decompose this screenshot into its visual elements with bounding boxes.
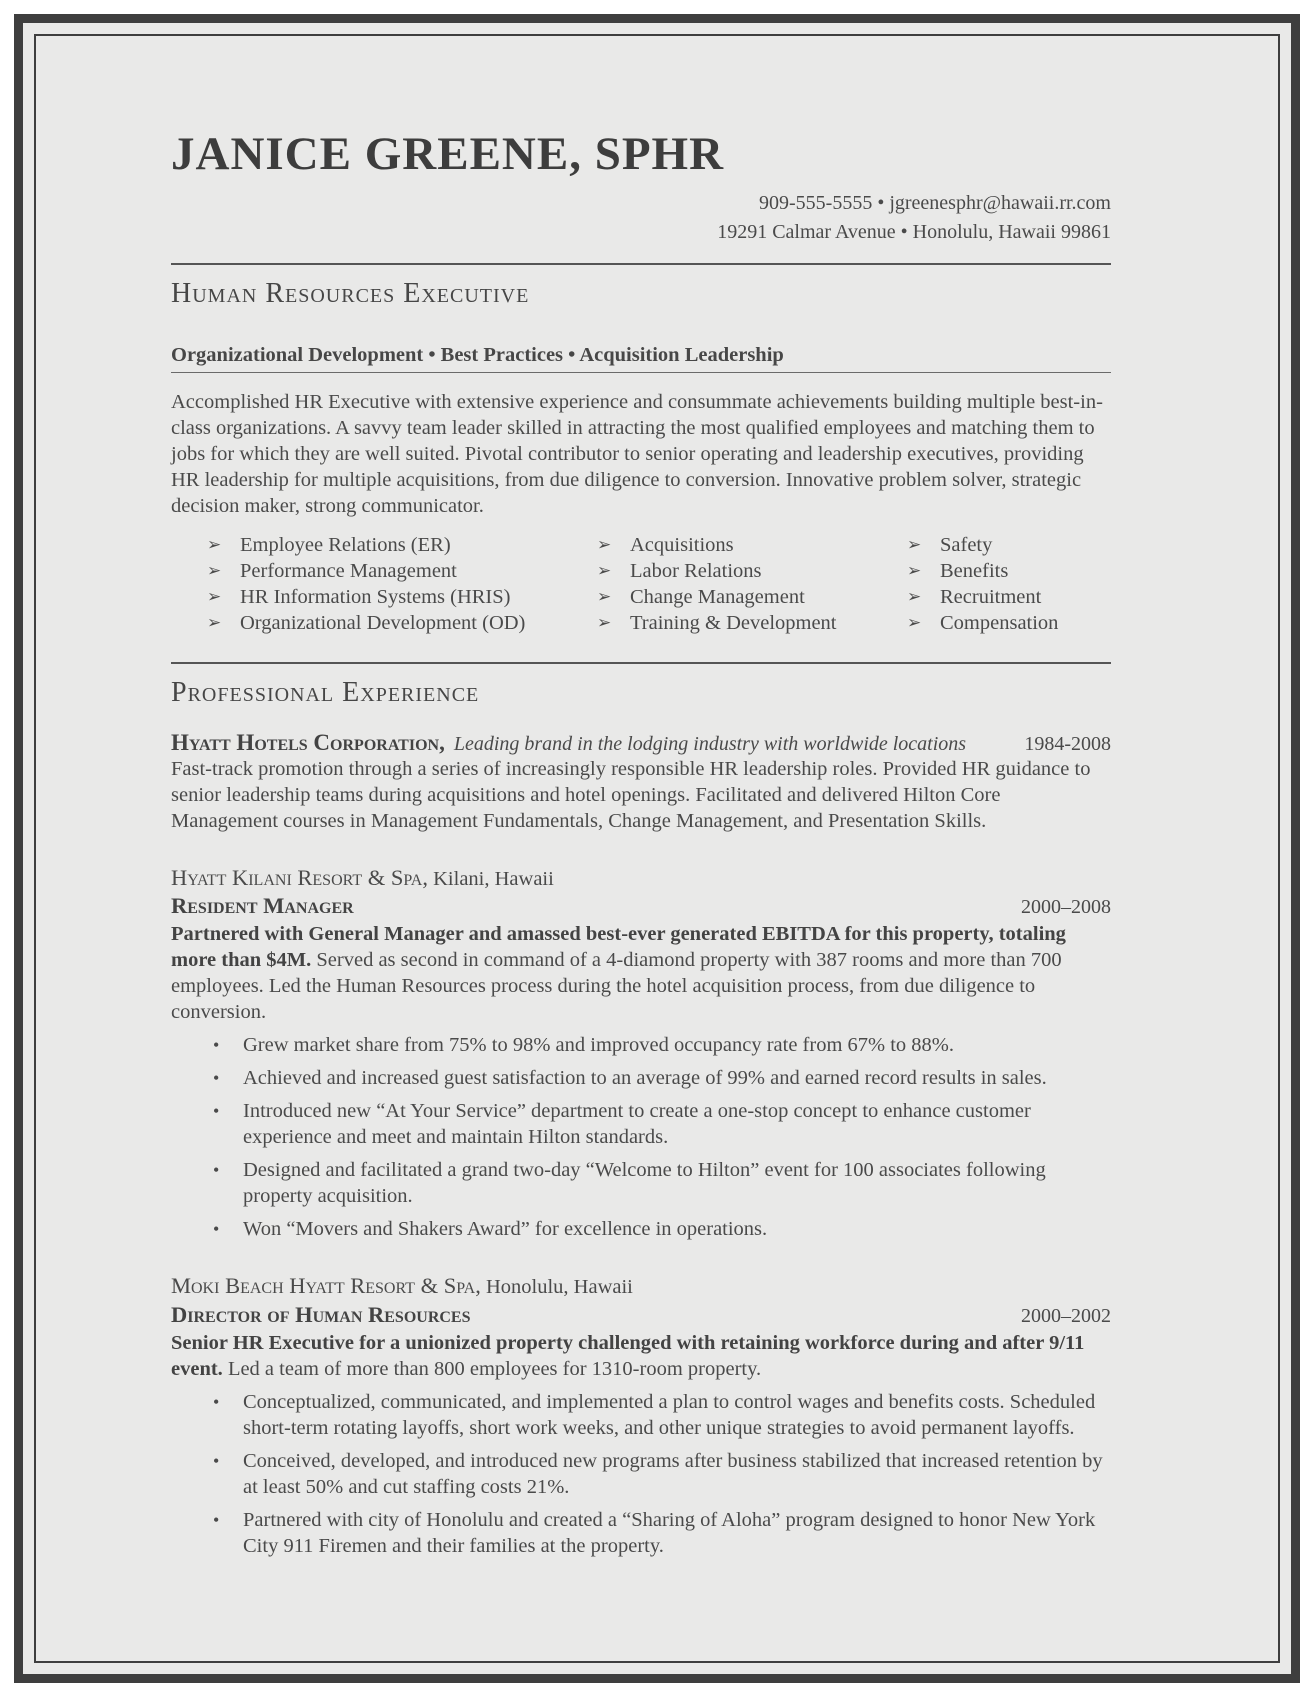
job-location: Honolulu, Hawaii	[480, 1276, 633, 1299]
bullet-icon: •	[213, 1035, 220, 1056]
bullet-icon: •	[213, 1219, 220, 1240]
bullet-item	[171, 1098, 1111, 1150]
outer-border-frame	[14, 14, 1300, 1683]
arrow-bullet-icon: ➢	[907, 535, 922, 555]
arrow-bullet-icon: ➢	[207, 535, 222, 555]
job-title: Resident Manager	[171, 893, 354, 919]
job-dates: 2000–2002	[1021, 1305, 1111, 1328]
bullet-item	[171, 1065, 1111, 1091]
bullet-item	[171, 1216, 1111, 1242]
bullet-icon: •	[213, 1068, 220, 1089]
arrow-bullet-icon: ➢	[597, 561, 612, 581]
inner-border-frame	[34, 34, 1280, 1663]
job-company: Moki Beach Hyatt Resort & Spa,	[171, 1273, 481, 1299]
bullet-icon: •	[213, 1451, 220, 1472]
contact-block	[171, 189, 1111, 247]
bullet-item	[171, 1507, 1111, 1559]
employer-summary: Fast-track promotion through a series of increasingly responsible HR leadership roles. Provided HR guidance to senior leadership teams during acquisitions and hotel openings. Facilitated and delivered Hilton Core Management courses in Management Fundamentals, Change Management, and Presentation Skills.	[171, 757, 1091, 832]
job-dates: 2000–2008	[1021, 896, 1111, 919]
header-divider	[171, 263, 1111, 265]
job-company-line	[171, 864, 1111, 892]
keyword-label: Compensation	[940, 612, 1059, 635]
bullet-icon: •	[213, 1101, 220, 1122]
bullet-text: Designed and facilitated a grand two-day “Welcome to Hilton” event for 100 associates following property acquisition.	[243, 1159, 1046, 1208]
keyword-item	[597, 610, 907, 636]
keyword-item	[207, 610, 597, 636]
keyword-item	[907, 610, 1111, 636]
job-bullet-list	[171, 1032, 1111, 1242]
job-summary-lead: Partnered with General Manager and amassed best-ever generated EBITDA for this property, totaling more than $4M.	[171, 923, 1066, 972]
keyword-grid	[207, 532, 1111, 636]
bullet-text: Conceived, developed, and introduced new programs after business stabilized that increased retention by at least 50% and cut staffing costs 21%.	[243, 1450, 1103, 1499]
keyword-label: Labor Relations	[630, 560, 762, 583]
bullet-item	[171, 1448, 1111, 1500]
job-entry	[171, 864, 1111, 1243]
arrow-bullet-icon: ➢	[207, 587, 222, 607]
contact-address: 19291 Calmar Avenue • Honolulu, Hawaii 99861	[717, 220, 1111, 243]
bullet-item	[171, 1389, 1111, 1441]
bullet-item	[171, 1157, 1111, 1209]
employer-name: Hyatt Hotels Corporation,	[171, 729, 445, 755]
keyword-label: Recruitment	[940, 586, 1042, 609]
summary-paragraph: Accomplished HR Executive with extensive experience and consummate achievements building multiple best-in-class organizations. A savvy team leader skilled in attracting the most qualified employees and matching them to jobs for which they are well suited. Pivotal contributor to senior operating and leadership executives, providing HR leadership for multiple acquisitions, from due diligence to conversion. Innovative problem solver, strategic decision maker, strong communicator.	[171, 391, 1103, 518]
bullet-text: Grew market share from 75% to 98% and improved occupancy rate from 67% to 88%.	[243, 1034, 955, 1057]
employer-descriptor: Leading brand in the lodging industry with worldwide locations	[453, 732, 967, 755]
tagline: Organizational Development • Best Practices • Acquisition Leadership	[171, 344, 1111, 373]
arrow-bullet-icon: ➢	[597, 535, 612, 555]
contact-phone-email: 909-555-5555 • jgreenesphr@hawaii.rr.com	[759, 191, 1111, 214]
bullet-icon: •	[213, 1510, 220, 1531]
bullet-text: Partnered with city of Honolulu and created a “Sharing of Aloha” program designed to honor New York City 911 Firemen and their families at the property.	[243, 1509, 1096, 1558]
arrow-bullet-icon: ➢	[207, 613, 222, 633]
experience-heading: Professional Experience	[171, 677, 480, 709]
keyword-item	[207, 584, 597, 610]
job-company-line	[171, 1272, 1111, 1300]
keyword-label: Employee Relations (ER)	[240, 534, 451, 557]
arrow-bullet-icon: ➢	[597, 587, 612, 607]
bullet-icon: •	[213, 1160, 220, 1181]
arrow-bullet-icon: ➢	[907, 613, 922, 633]
keyword-label: Benefits	[940, 560, 1009, 583]
bullet-item	[171, 1032, 1111, 1058]
keyword-item	[907, 584, 1111, 610]
bullet-text: Introduced new “At Your Service” department to create a one-stop concept to enhance customer experience and meet and maintain Hilton standards.	[243, 1100, 1031, 1149]
arrow-bullet-icon: ➢	[907, 587, 922, 607]
keyword-item	[597, 558, 907, 584]
resume-title: Human Resources Executive	[171, 277, 530, 309]
job-location: Kilani, Hawaii	[428, 867, 554, 890]
job-title-line	[171, 1302, 1111, 1328]
keyword-item	[207, 558, 597, 584]
job-entry	[171, 1272, 1111, 1559]
keyword-item	[907, 558, 1111, 584]
job-summary-rest: Served as second in command of a 4-diamond property with 387 rooms and more than 700 employees. Led the Human Resources process during the hotel acquisition process, from due diligence to conversion.	[171, 949, 1062, 1024]
job-summary	[171, 1330, 1111, 1382]
keyword-item	[597, 584, 907, 610]
job-title: Director of Human Resources	[171, 1302, 471, 1328]
employer-dates: 1984-2008	[1024, 732, 1111, 755]
bullet-text: Won “Movers and Shakers Award” for excellence in operations.	[243, 1218, 768, 1241]
experience-divider	[171, 662, 1111, 664]
keyword-label: HR Information Systems (HRIS)	[240, 586, 511, 609]
keyword-label: Training & Development	[630, 612, 837, 635]
keyword-item	[597, 532, 907, 558]
job-company: Hyatt Kilani Resort & Spa,	[171, 864, 428, 890]
arrow-bullet-icon: ➢	[207, 561, 222, 581]
keyword-item	[907, 532, 1111, 558]
keyword-label: Change Management	[630, 586, 805, 609]
bullet-text: Achieved and increased guest satisfaction to an average of 99% and earned record results in sales.	[243, 1067, 1047, 1090]
keyword-label: Performance Management	[240, 560, 457, 583]
resume-content	[73, 73, 1241, 1624]
arrow-bullet-icon: ➢	[597, 613, 612, 633]
bullet-text: Conceptualized, communicated, and implemented a plan to control wages and benefits costs. Scheduled short-term rotating layoffs, short work weeks, and other unique strategies to avoid permanent layoffs.	[243, 1391, 1096, 1440]
resume-name: JANICE GREENE, SPHR	[171, 128, 725, 180]
keyword-label: Acquisitions	[630, 534, 734, 557]
keyword-label: Safety	[940, 534, 993, 557]
job-summary-rest: Led a team of more than 800 employees for 1310-room property.	[222, 1358, 762, 1381]
arrow-bullet-icon: ➢	[907, 561, 922, 581]
bullet-icon: •	[213, 1392, 220, 1413]
keyword-label: Organizational Development (OD)	[240, 612, 526, 635]
employer-line	[171, 730, 1111, 756]
job-summary	[171, 921, 1111, 1025]
job-bullet-list	[171, 1389, 1111, 1559]
job-title-line	[171, 893, 1111, 919]
keyword-item	[207, 532, 597, 558]
job-summary-lead: Senior HR Executive for a unionized property challenged with retaining workforce during and after 9/11 event.	[171, 1332, 1085, 1381]
